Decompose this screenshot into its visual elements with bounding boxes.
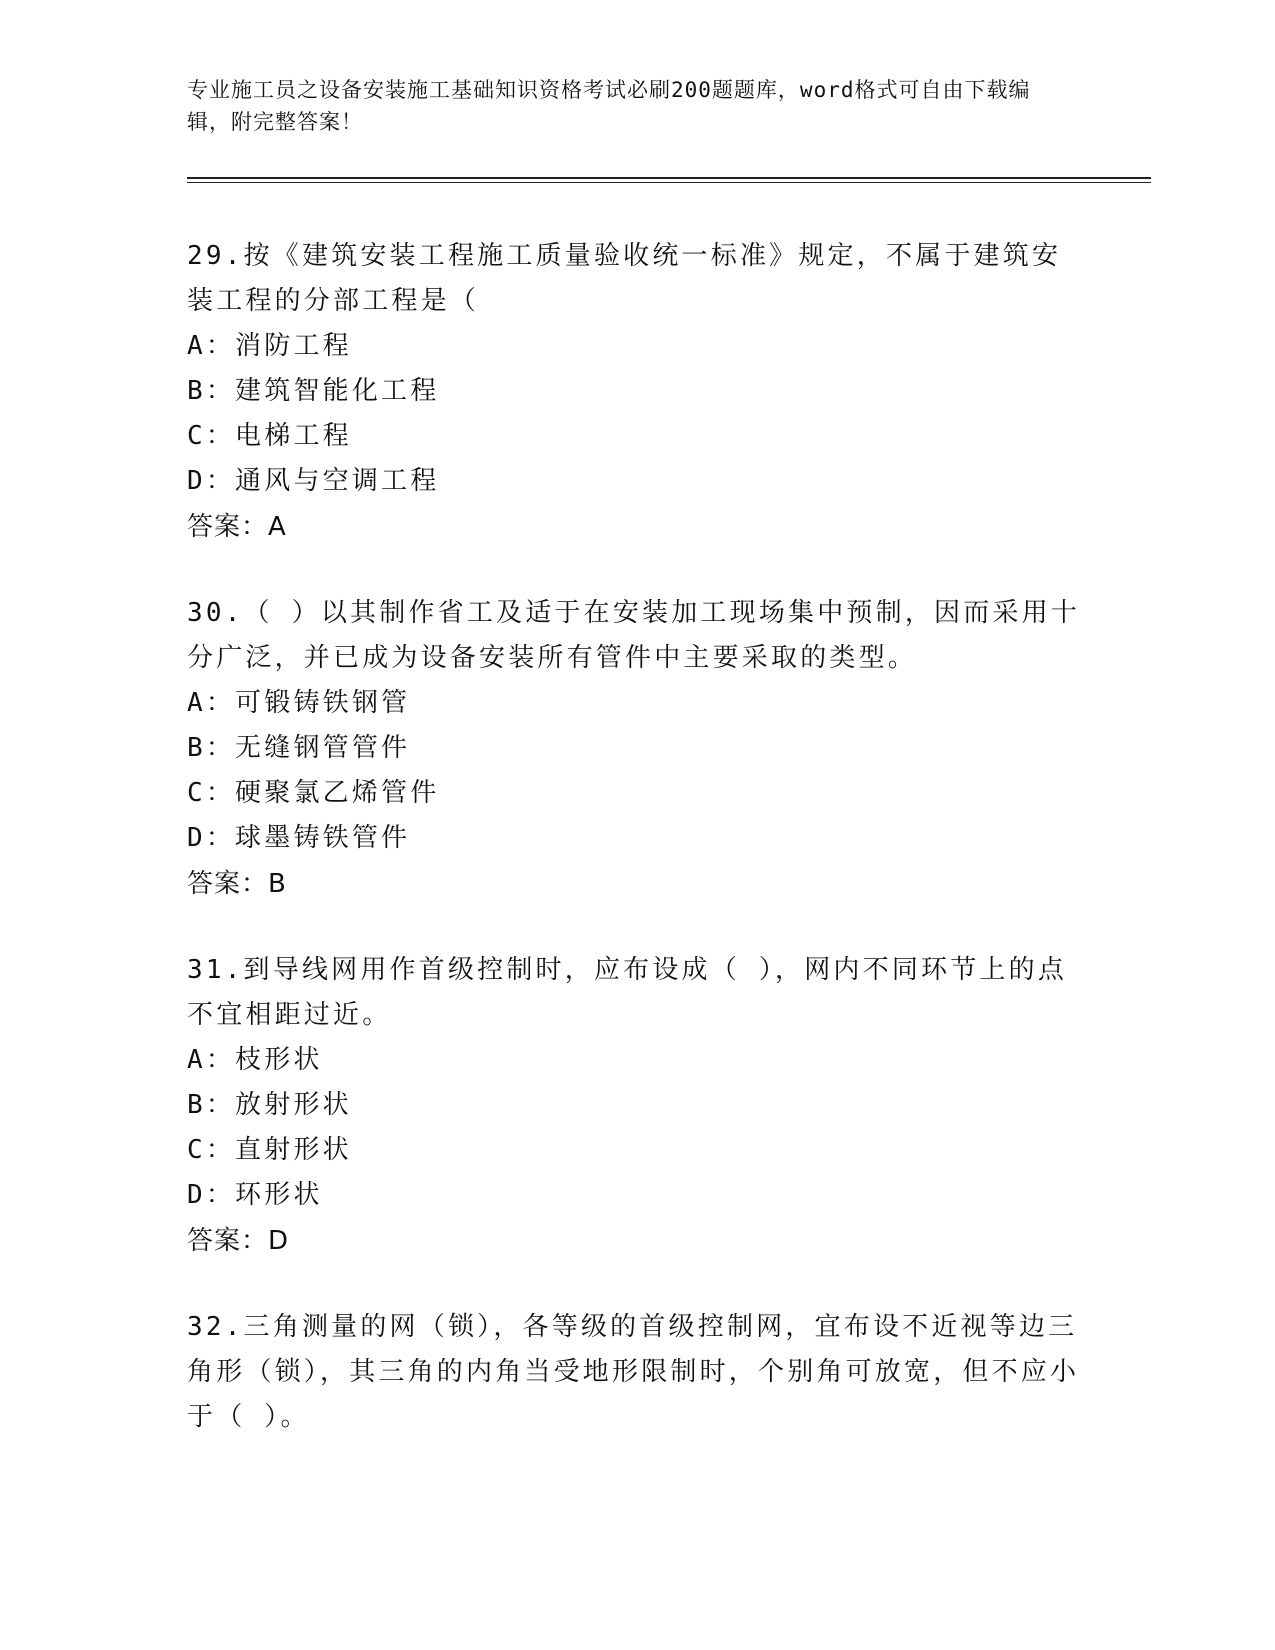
option-b: B：建筑智能化工程 bbox=[187, 376, 440, 406]
option-a: A：枝形状 bbox=[187, 1045, 323, 1075]
header-divider-thin bbox=[187, 182, 1151, 183]
answer-line: 答案：A bbox=[187, 512, 287, 542]
option-c: C：硬聚氯乙烯管件 bbox=[187, 778, 440, 808]
option-d: D：通风与空调工程 bbox=[187, 466, 440, 496]
answer-line: 答案：D bbox=[187, 1226, 290, 1256]
option-b: B：放射形状 bbox=[187, 1090, 352, 1120]
header-divider bbox=[187, 177, 1151, 179]
document-header: 专业施工员之设备安装施工基础知识资格考试必刷200题题库，word格式可自由下载编辑，附完整答案！ bbox=[187, 78, 1031, 134]
option-c: C：直射形状 bbox=[187, 1135, 352, 1165]
option-b: B：无缝钢管管件 bbox=[187, 733, 411, 763]
option-c: C：电梯工程 bbox=[187, 421, 352, 451]
question-stem: 31.到导线网用作首级控制时，应布设成（ ），网内不同环节上的点不宜相距过近。 bbox=[187, 955, 1068, 1030]
question-list bbox=[187, 234, 1087, 1481]
answer-line: 答案：B bbox=[187, 869, 287, 899]
option-d: D：球墨铸铁管件 bbox=[187, 823, 411, 853]
option-a: A：消防工程 bbox=[187, 331, 352, 361]
question-stem: 29.按《建筑安装工程施工质量验收统一标准》规定，不属于建筑安装工程的分部工程是（ bbox=[187, 241, 1062, 316]
question-32 bbox=[187, 1305, 1087, 1440]
question-30 bbox=[187, 591, 1087, 907]
option-a: A：可锻铸铁钢管 bbox=[187, 688, 411, 718]
option-d: D：环形状 bbox=[187, 1180, 323, 1210]
question-31 bbox=[187, 948, 1087, 1264]
question-stem: 32.三角测量的网（锁），各等级的首级控制网，宜布设不近视等边三角形（锁），其三角的内角当受地形限制时，个别角可放宽，但不应小于（ ）。 bbox=[187, 1312, 1080, 1432]
question-29 bbox=[187, 234, 1087, 550]
question-stem: 30.（ ）以其制作省工及适于在安装加工现场集中预制，因而采用十分广泛，并已成为设备安装所有管件中主要采取的类型。 bbox=[187, 598, 1081, 673]
